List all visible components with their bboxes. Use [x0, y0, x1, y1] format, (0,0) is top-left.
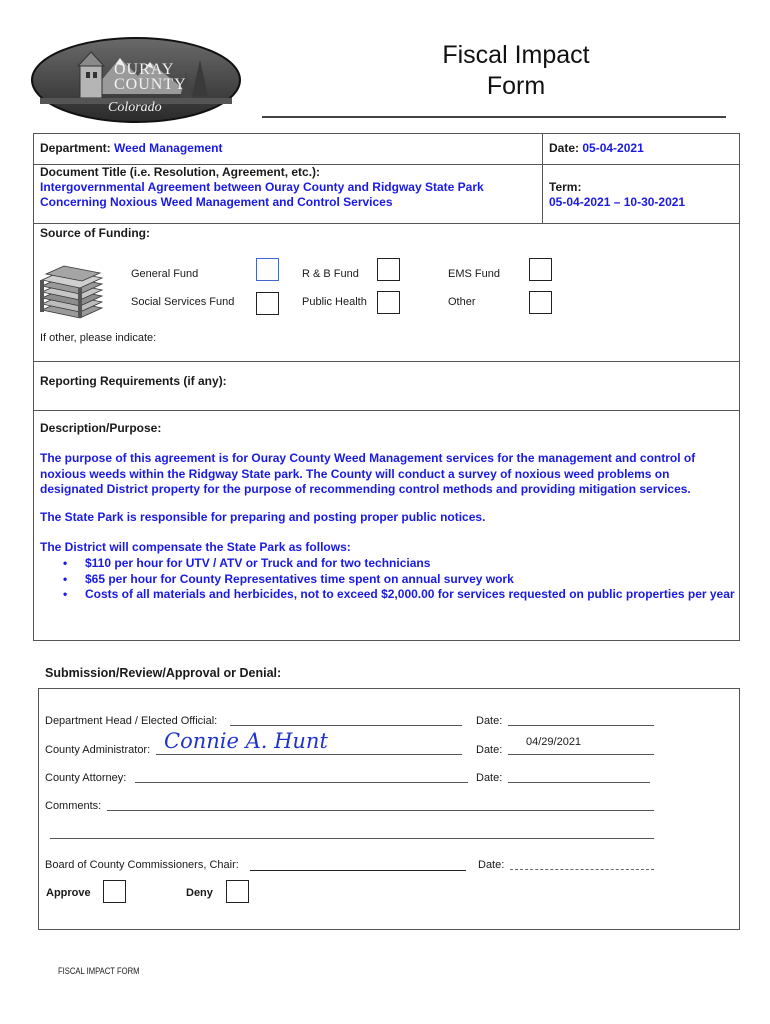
board-date-label: Date: — [478, 859, 505, 871]
fund-label-other: Other — [448, 296, 476, 308]
dept-head-date-line[interactable] — [508, 725, 654, 726]
county-admin-date-label: Date: — [476, 744, 503, 756]
county-admin-label: County Administrator: — [45, 744, 151, 756]
comments-label: Comments: — [45, 800, 102, 812]
document-title-line-1[interactable]: Intergovernmental Agreement between Ouray County and Ridgway State Park — [40, 180, 484, 194]
title-line-2: Form — [486, 72, 546, 100]
date-label: Date: — [549, 141, 580, 155]
other-indicate-label: If other, please indicate: — [40, 332, 157, 344]
fund-label-ems: EMS Fund — [448, 268, 500, 280]
department-row — [40, 141, 223, 156]
county-admin-date-value[interactable]: 04/29/2021 — [526, 736, 582, 748]
document-title-label: Document Title (i.e. Resolution, Agreement, etc.): — [40, 165, 321, 179]
general-fund-checkbox[interactable] — [256, 258, 279, 281]
list-item[interactable]: • Costs of all materials and herbicides, not to exceed $2,000.00 for services requested on public properties per year — [40, 587, 736, 603]
county-attorney-date-line[interactable] — [508, 782, 650, 783]
title-line-1: Fiscal Impact — [442, 41, 590, 69]
county-admin-date-line[interactable] — [508, 754, 654, 755]
date-value[interactable]: 05-04-2021 — [582, 141, 644, 155]
approval-heading: Submission/Review/Approval or Denial: — [45, 666, 282, 680]
board-date-line[interactable] — [510, 869, 654, 870]
department-label: Department: — [40, 141, 111, 155]
funding-label: Source of Funding: — [40, 226, 150, 240]
fund-label-rb: R & B Fund — [302, 268, 359, 280]
ems-fund-checkbox[interactable] — [529, 258, 552, 281]
page-title — [400, 40, 632, 102]
term-label: Term: — [549, 180, 582, 194]
rb-fund-checkbox[interactable] — [377, 258, 400, 281]
deny-checkbox[interactable] — [226, 880, 249, 903]
footer-label: FISCAL IMPACT FORM — [58, 966, 140, 976]
public-health-checkbox[interactable] — [377, 291, 400, 314]
ouray-county-logo — [30, 36, 242, 124]
date-row — [549, 141, 644, 156]
approve-label: Approve — [46, 887, 91, 899]
other-fund-checkbox[interactable] — [529, 291, 552, 314]
document-title-line-2[interactable]: Concerning Noxious Weed Management and Control Services — [40, 195, 393, 209]
dept-head-date-label: Date: — [476, 715, 503, 727]
county-attorney-date-label: Date: — [476, 772, 503, 784]
description-paragraph-1[interactable]: The purpose of this agreement is for Ouray County Weed Management services for the management and control of noxious weeds within the Ridgway State park. The County will conduct a survey of noxious weed problems on designated District property for the purpose of recommending control methods and providing mitigation services. — [40, 451, 696, 497]
approve-checkbox[interactable] — [103, 880, 126, 903]
comments-line-1[interactable] — [107, 810, 654, 811]
row-divider — [34, 410, 739, 411]
title-rule — [262, 116, 726, 118]
fund-label-general: General Fund — [131, 268, 199, 280]
logo-line-county: COUNTY — [114, 76, 187, 93]
reporting-label: Reporting Requirements (if any): — [40, 374, 227, 388]
row-divider — [34, 223, 739, 224]
county-attorney-signature-line[interactable] — [135, 782, 468, 783]
social-services-fund-checkbox[interactable] — [256, 292, 279, 315]
dept-head-label: Department Head / Elected Official: — [45, 715, 218, 727]
board-chair-signature-line[interactable] — [250, 870, 466, 871]
dept-head-signature-line[interactable] — [230, 725, 462, 726]
county-admin-signature: Connie A. Hunt — [164, 729, 328, 753]
comments-line-2[interactable] — [50, 838, 654, 839]
description-paragraph-3[interactable]: The District will compensate the State Park as follows: — [40, 540, 351, 554]
compensation-list — [40, 556, 736, 603]
description-paragraph-2[interactable]: The State Park is responsible for preparing and posting proper public notices. — [40, 510, 486, 524]
board-chair-label: Board of County Commissioners, Chair: — [45, 859, 239, 871]
column-divider — [542, 134, 543, 223]
county-admin-signature-line[interactable] — [156, 754, 462, 755]
fund-label-social: Social Services Fund — [131, 296, 235, 308]
logo-line-ouray: OURAY — [114, 61, 175, 78]
department-value[interactable]: Weed Management — [114, 141, 223, 155]
deny-label: Deny — [186, 887, 213, 899]
list-item[interactable]: • $65 per hour for County Representatives time spent on annual survey work — [40, 572, 736, 588]
term-value[interactable]: 05-04-2021 – 10-30-2021 — [549, 195, 686, 209]
row-divider — [34, 361, 739, 362]
logo-line-colorado: Colorado — [108, 100, 162, 115]
fund-label-public-health: Public Health — [302, 296, 367, 308]
description-label: Description/Purpose: — [40, 421, 162, 435]
county-attorney-label: County Attorney: — [45, 772, 127, 784]
money-stack-icon — [40, 264, 104, 322]
list-item[interactable]: • $110 per hour for UTV / ATV or Truck and for two technicians — [40, 556, 736, 572]
